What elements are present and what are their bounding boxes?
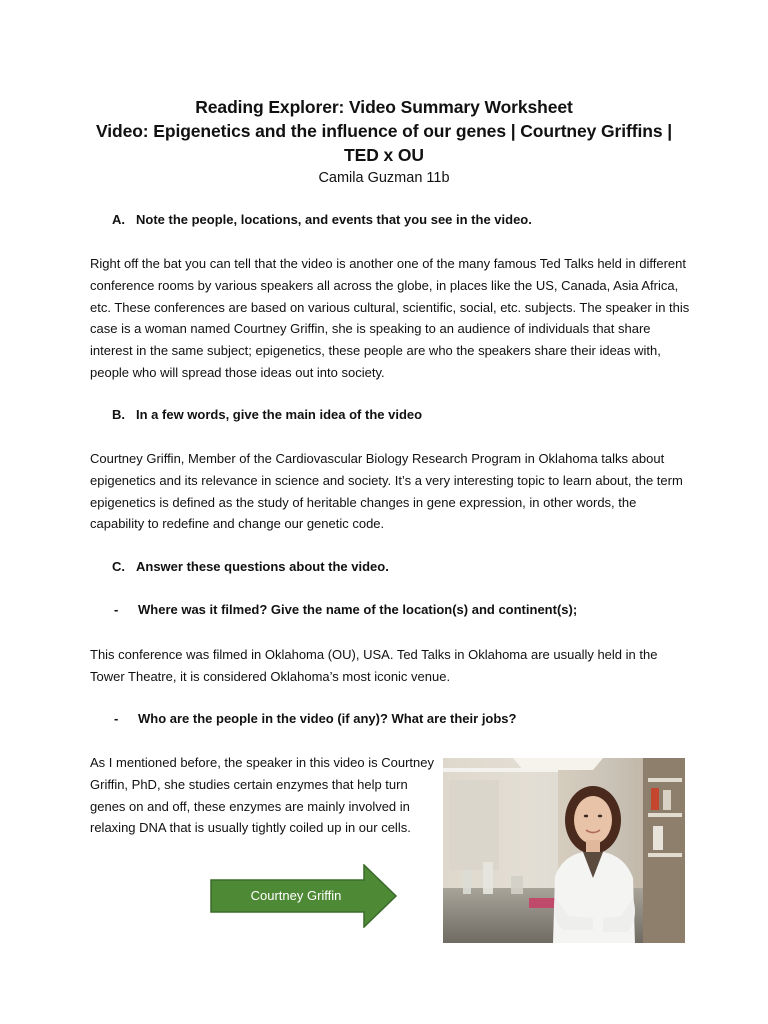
section-c-heading [112, 558, 389, 576]
section-b-body: Courtney Griffin, Member of the Cardiovascular Biology Research Program in Oklahoma talks about epigenetics and its relevance in science and society. It’s a very interesting topic to learn about, the term epigenetics is defined as the study of heritable changes in gene expression, in other words, the capability to redefine and change our genetic code. [90, 451, 683, 532]
question-1-text: Where was it filmed? Give the name of the location(s) and continent(s); [138, 602, 578, 617]
video-title-continued: TED x OU [344, 145, 424, 165]
section-b-marker: B. [112, 407, 125, 422]
question-1 [114, 601, 577, 619]
section-a-heading [112, 211, 532, 229]
section-b-heading-text: In a few words, give the main idea of the video [136, 407, 423, 422]
question-2 [114, 710, 516, 728]
section-a-heading-text: Note the people, locations, and events that you see in the video. [136, 212, 532, 227]
speaker-photo [443, 758, 685, 943]
question-1-answer: This conference was filmed in Oklahoma (OU), USA. Ted Talks in Oklahoma are usually held in the Tower Theatre, it is considered Oklahoma’s most iconic venue. [90, 647, 658, 684]
section-c-marker: C. [112, 559, 125, 574]
section-a-body: Right off the bat you can tell that the video is another one of the many famous Ted Talks held in different conference rooms by various speakers all across the globe, in places like the US, Canada, Asia Africa, etc. These conferences are based on various cultural, scientific, social, etc. subjects. The speaker in this case is a woman named Courtney Griffin, she is speaking to an audience of individuals that share interest in the same subject; epigenetics, these people are who the speakers share their ideas with, people who will spread those ideas out into society. [90, 256, 690, 380]
worksheet-title: Reading Explorer: Video Summary Worksheet [195, 97, 573, 117]
question-1-marker: - [114, 602, 119, 617]
section-b-heading [112, 406, 422, 424]
question-2-text: Who are the people in the video (if any)? What are their jobs? [138, 711, 517, 726]
title-block [60, 95, 708, 189]
speaker-callout-label: Courtney Griffin [250, 888, 342, 903]
question-2-answer: As I mentioned before, the speaker in this video is Courtney Griffin, PhD, she studies certain enzymes that help turn genes on and off, these enzymes are mainly involved in relaxing DNA that is usually tightly coiled up in our cells. [90, 755, 434, 836]
student-name: Camila Guzman 11b [318, 170, 450, 186]
speaker-portrait-image [443, 758, 685, 943]
speaker-callout-arrow [210, 864, 398, 928]
section-c-heading-text: Answer these questions about the video. [136, 559, 389, 574]
video-title: Video: Epigenetics and the influence of our genes | Courtney Griffins | [95, 121, 673, 141]
section-a-marker: A. [112, 212, 125, 227]
question-2-marker: - [114, 711, 119, 726]
